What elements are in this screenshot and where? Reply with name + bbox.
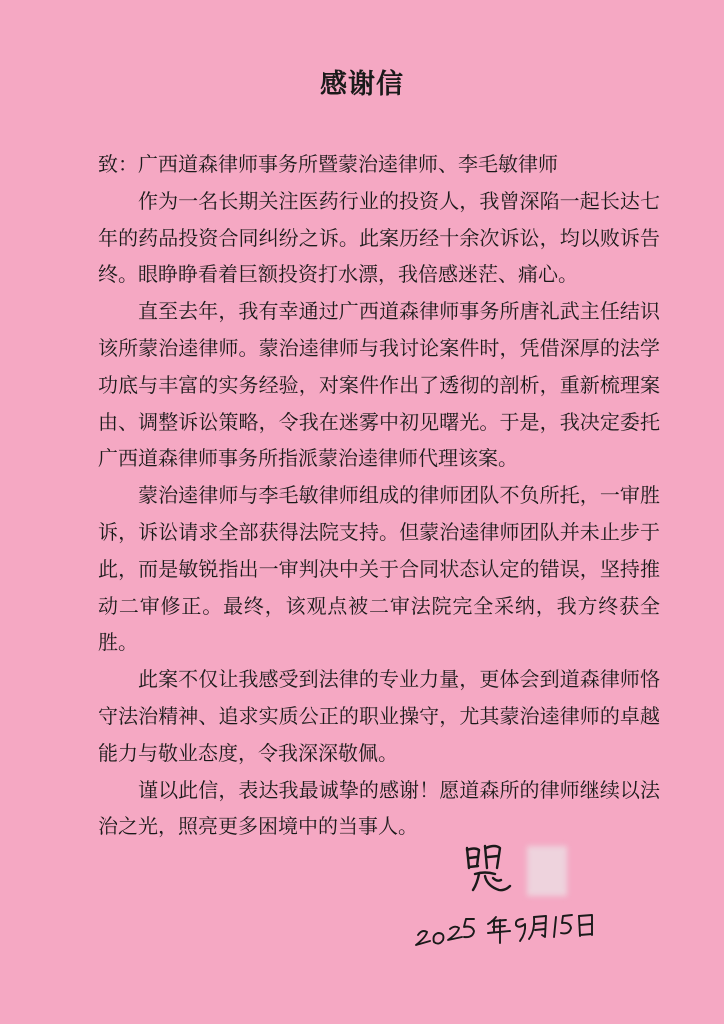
paragraph-5: 谨以此信，表达我最诚挚的感谢！愿道森所的律师继续以法治之光，照亮更多困境中的当事人。 (98, 777, 660, 839)
paragraph-4: 此案不仅让我感受到法律的专业力量，更体会到道森律师恪守法治精神、追求实质公正的职业操守，尤其蒙治逵律师的卓越能力与敬业态度，令我深深敬佩。 (98, 667, 660, 765)
letter-title: 感谢信 (320, 69, 404, 100)
salutation: 致：广西道森律师事务所暨蒙治逵律师、李毛敏律师 (98, 152, 558, 176)
date-strokes (412, 905, 612, 955)
paragraph-2: 直至去年，我有幸通过广西道森律师事务所唐礼武主任结识该所蒙治逵律师。蒙治逵律师与我讨论案件时，凭借深厚的法学功底与丰富的实务经验，对案件作出了透彻的剖析，重新梳理案由、调整诉讼策略，令我在迷雾中初见曙光。于是，我决定委托广西道森律师事务所指派蒙治逵律师代理该案。 (98, 299, 660, 471)
handwritten-date (412, 905, 612, 955)
paragraph-1: 作为一名长期关注医药行业的投资人，我曾深陷一起长达七年的药品投资合同纠纷之诉。此案历经十余次诉讼，均以败诉告终。眼睁睁看着巨额投资打水漂，我倍感迷茫、痛心。 (98, 188, 660, 287)
signature-redaction (527, 846, 567, 896)
handwritten-signature (455, 838, 605, 898)
letter-body (98, 146, 660, 845)
paragraph-3: 蒙治逵律师与李毛敏律师组成的律师团队不负所托，一审胜诉，诉讼请求全部获得法院支持。但蒙治逵律师团队并未止步于此，而是敏锐指出一审判决中关于合同状态认定的错误，坚持推动二审修正。最终，该观点被二审法院完全采纳，我方终获全胜。 (98, 483, 660, 655)
